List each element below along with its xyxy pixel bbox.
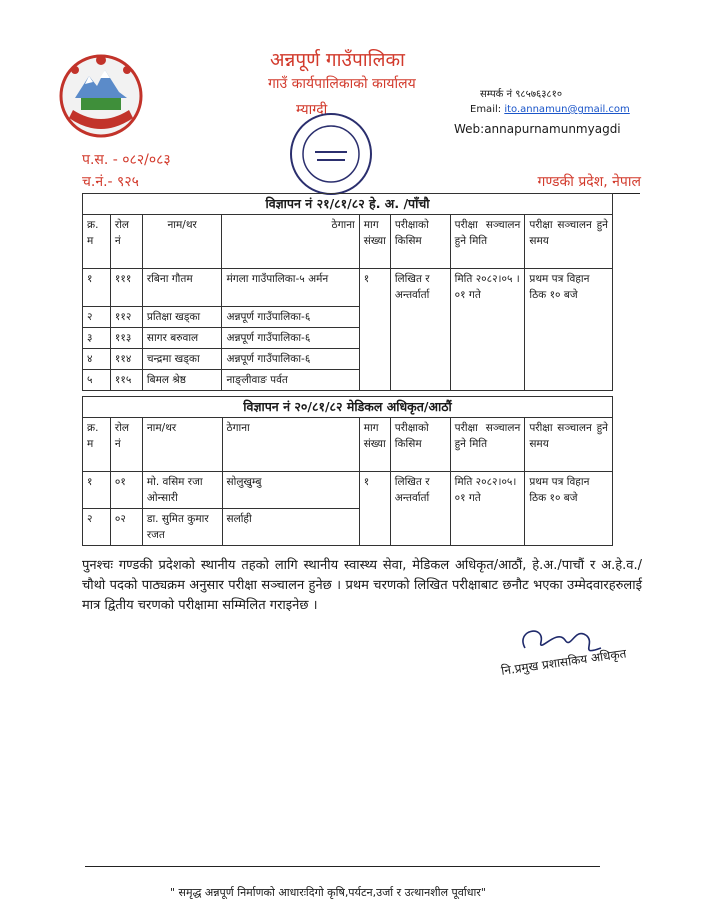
exam-date: मिति २०८२।०५।०१ गते — [450, 472, 525, 546]
row-address: नाङ्लीवाङ पर्वत — [222, 370, 359, 391]
office-subtitle: गाउँ कार्यपालिकाको कार्यालय — [268, 76, 416, 92]
exam-type: लिखित र अन्तर्वार्ता — [390, 472, 450, 546]
fiscal-year: प.स. - ०८२/०८३ — [82, 152, 171, 168]
row-address: सोलुखुम्बु — [222, 472, 359, 509]
row-sn: ४ — [83, 349, 111, 370]
footer-divider — [85, 866, 600, 867]
row-address: अन्नपूर्ण गाउँपालिका-६ — [222, 328, 359, 349]
table-row — [83, 269, 613, 307]
row-address: सर्लाही — [222, 509, 359, 546]
col-header-exam-date: परीक्षा सञ्चालन हुने मिति — [450, 418, 525, 472]
demand-count: १ — [359, 269, 390, 391]
exam-table-1 — [82, 193, 613, 391]
row-name: प्रतिक्षा खड्का — [142, 307, 222, 328]
table-row — [83, 472, 613, 509]
exam-time: प्रथम पत्र विहान ठिक १० बजे — [525, 269, 613, 391]
office-name: अन्नपूर्ण गाउँपालिका — [270, 49, 405, 71]
row-roll: ११४ — [110, 349, 142, 370]
row-sn: २ — [83, 307, 111, 328]
row-roll: ०१ — [110, 472, 142, 509]
row-roll: ११५ — [110, 370, 142, 391]
exam-type: लिखित र अन्तर्वार्ता — [390, 269, 450, 391]
row-name: सागर बरुवाल — [142, 328, 222, 349]
dispatch-number: च.नं.- ९२५ — [82, 174, 139, 190]
row-name: रबिना गौतम — [142, 269, 222, 307]
col-header-name: नाम/थर — [142, 215, 222, 269]
row-roll: १११ — [110, 269, 142, 307]
col-header-exam-time: परीक्षा सञ्चालन हुने समय — [525, 215, 613, 269]
exam-date: मिति २०८२।०५ ।०१ गते — [450, 269, 525, 391]
col-header-roll: रोल नं — [110, 215, 142, 269]
row-address: मंगला गाउँपालिका-५ अर्मन — [222, 269, 359, 307]
contact-phone: सम्पर्क नं ९८५७६३८१० — [480, 89, 563, 100]
col-header-demand: माग संख्या — [359, 418, 390, 472]
notice-paragraph: पुनश्चः गण्डकी प्रदेशको स्थानीय तहको लागि स्थानीय स्वास्थ्य सेवा, मेडिकल अधिकृत/आठौं, हे.अ./पाचौं र अ.हे.व./चौथो पदको पाठ्यक्रम अनुसार परीक्षा सञ्चालन हुनेछ । प्रथम चरणको लिखित परीक्षाबाट छनौट भएका उम्मेदवारहरुलाई मात्र द्वितीय चरणको परीक्षामा सम्मिलित गराइनेछ । — [82, 558, 642, 613]
office-address: म्याग्दी — [296, 102, 328, 118]
row-address: अन्नपूर्ण गाउँपालिका-६ — [222, 307, 359, 328]
col-header-name: नाम/थर — [142, 418, 222, 472]
col-header-exam-time: परीक्षा सञ्चालन हुने समय — [525, 418, 613, 472]
col-header-sn: क्र. म — [83, 418, 111, 472]
col-header-roll: रोल नं — [110, 418, 142, 472]
col-header-address: ठेगाना — [222, 215, 359, 269]
row-roll: ०२ — [110, 509, 142, 546]
col-header-address: ठेगाना — [222, 418, 359, 472]
row-sn: १ — [83, 269, 111, 307]
row-sn: ५ — [83, 370, 111, 391]
col-header-exam-type: परीक्षाको किसिम — [390, 418, 450, 472]
col-header-exam-type: परीक्षाको किसिम — [390, 215, 450, 269]
row-name: डा. सुमित कुमार रजत — [142, 509, 222, 546]
signatory-title: नि.प्रमुख प्रशासकिय अधिकृत — [500, 646, 628, 678]
row-name: बिमल श्रेष्ठ — [142, 370, 222, 391]
row-sn: २ — [83, 509, 111, 546]
col-header-demand: माग संख्या — [359, 215, 390, 269]
col-header-sn: क्र. म — [83, 215, 111, 269]
office-stamp-icon — [285, 108, 377, 200]
province-label: गण्डकी प्रदेश, नेपाल — [537, 174, 641, 190]
email-link[interactable]: ito.annamun@gmail.com — [504, 104, 630, 115]
footer-slogan: " समृद्ध अन्नपूर्ण निर्माणको आधारःदिगो कृषि,पर्यटन,उर्जा र उत्थानशील पूर्वाधार" — [170, 886, 486, 899]
email-label: Email: — [470, 104, 502, 115]
row-roll: ११२ — [110, 307, 142, 328]
table-1-title: विज्ञापन नं २१/८१/८२ हे. अ. /पाँचौ — [83, 194, 613, 215]
demand-count: १ — [359, 472, 390, 546]
row-name: चन्द्रमा खड्का — [142, 349, 222, 370]
row-sn: ३ — [83, 328, 111, 349]
nepal-emblem-icon — [55, 48, 147, 140]
row-sn: १ — [83, 472, 111, 509]
row-address: अन्नपूर्ण गाउँपालिका-६ — [222, 349, 359, 370]
table-2-title: विज्ञापन नं २०/८१/८२ मेडिकल अधिकृत/आठौं — [83, 397, 613, 418]
contact-email-line — [470, 104, 630, 115]
col-header-exam-date: परीक्षा सञ्चालन हुने मिति — [450, 215, 525, 269]
exam-time: प्रथम पत्र विहान ठिक १० बजे — [525, 472, 613, 546]
contact-web: Web:annapurnamunmyagdi — [454, 122, 621, 136]
row-roll: ११३ — [110, 328, 142, 349]
exam-table-2 — [82, 396, 613, 546]
row-name: मो. वसिम रजा ओन्सारी — [142, 472, 222, 509]
